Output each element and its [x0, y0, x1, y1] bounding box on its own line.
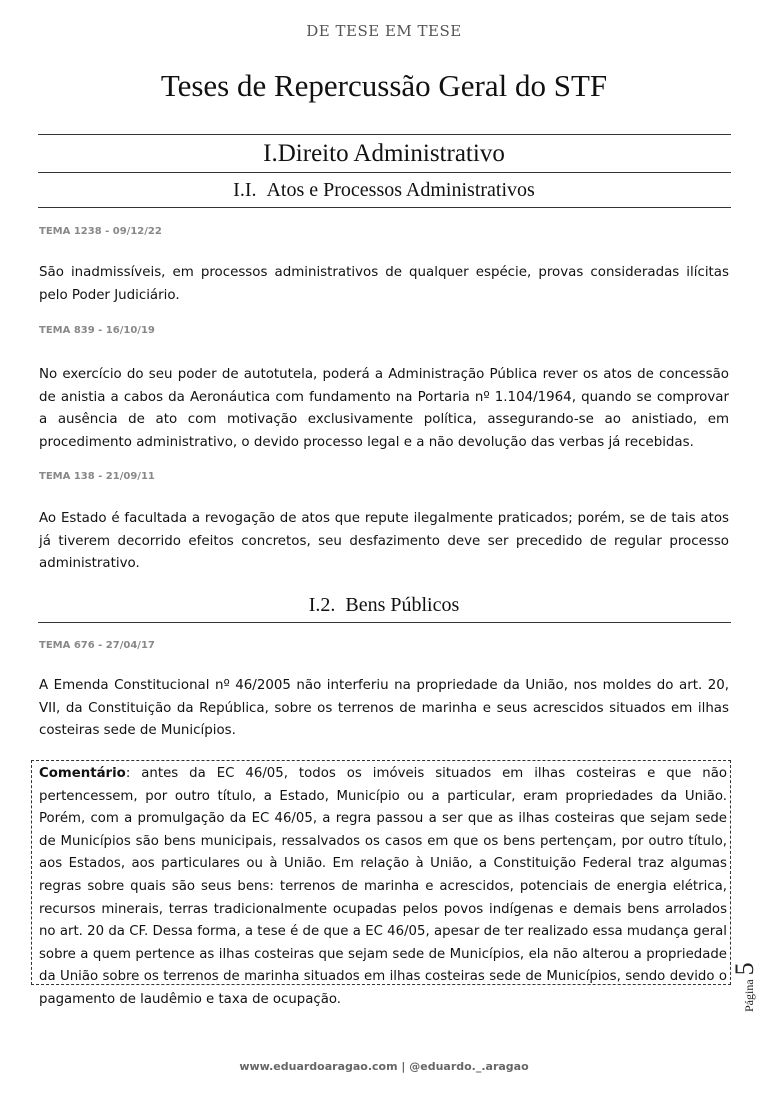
- tema-label: TEMA 676 - 27/04/17: [39, 640, 155, 651]
- subsection-title: Atos e Processos Administrativos: [266, 179, 535, 201]
- header-brand: DE TESE EM TESE: [306, 22, 462, 40]
- tema-text: No exercício do seu poder de autotutela, poderá a Administração Pública rever os atos de concessão de anistia a cabos da Aeronáutica com fundamento na Portaria nº 1.104/1964, quando se comprovar a ausência de ato com motivação exclusivamente política, assegurando-se ao anistiado, em procedimento administrativo, o devido processo legal e a não devolução das verbas já recebidas.: [39, 367, 729, 450]
- section-number: I.: [263, 140, 278, 167]
- footer-links: www.eduardoaragao.com | @eduardo._.aragao: [239, 1060, 529, 1073]
- page-label: Página: [742, 979, 756, 1012]
- tema-text: Ao Estado é facultada a revogação de atos que repute ilegalmente praticados; porém, se de tais atos já tiverem decorrido efeitos concretos, seu desfazimento deve ser precedido de regular processo administrativo.: [39, 511, 729, 571]
- comment-text: [39, 763, 727, 1012]
- tema-text: São inadmissíveis, em processos administrativos de qualquer espécie, provas consideradas ilícitas pelo Poder Judiciário.: [39, 265, 729, 303]
- divider: [38, 207, 731, 208]
- section-heading: [0, 140, 768, 168]
- section-title: Direito Administrativo: [277, 140, 505, 167]
- subsection-heading: [0, 179, 768, 202]
- comment-body: : antes da EC 46/05, todos os imóveis situados em ilhas costeiras e que não pertencessem, por outro título, a Estado, Município ou a particular, eram propriedades da União. Porém, com a promulgação da EC 46/05, a regra passou a ser que as ilhas costeiras que sejam sede de Municípios são bens municipais, ressalvados os casos em que os bens pertençam, por outro título, aos Estados, aos particulares ou à União. Em relação à União, a Constituição Federal traz algumas regras sobre quais são seus bens: terrenos de marinha e acrescidos, potenciais de energia elétrica, recursos minerais, terras tradicionalmente ocupadas pelos povos indígenas e demais bens arrolados no art. 20 da CF. Dessa forma, a tese é de que a EC 46/05, apesar de ter realizado essa mudança geral sobre a quem pertence as ilhas costeiras que sejam sede de Municípios, ela não alterou a propriedade da União sobre os terrenos de marinha situados em ilhas costeiras sede de Municípios, sendo devido o pagamento de laudêmio e taxa de ocupação.: [39, 766, 727, 1007]
- divider: [38, 622, 731, 623]
- divider: [38, 134, 731, 135]
- subsection-title: Bens Públicos: [345, 594, 460, 616]
- page-number-value: 5: [730, 962, 759, 976]
- page-title: Teses de Repercussão Geral do STF: [160, 68, 608, 103]
- page-number: [730, 952, 759, 1012]
- comment-label: Comentário: [39, 766, 126, 781]
- subsection-heading: [0, 594, 768, 617]
- tema-text: A Emenda Constitucional nº 46/2005 não interferiu na propriedade da União, nos moldes do art. 20, VII, da Constituição da República, sobre os terrenos de marinha e seus acrescidos situados em ilhas costeiras sede de Municípios.: [39, 678, 729, 738]
- tema-label: TEMA 138 - 21/09/11: [39, 471, 155, 482]
- divider: [38, 172, 731, 173]
- subsection-number: I.2.: [308, 594, 336, 616]
- subsection-number: I.I.: [233, 179, 257, 201]
- tema-label: TEMA 1238 - 09/12/22: [39, 226, 162, 237]
- tema-label: TEMA 839 - 16/10/19: [39, 325, 155, 336]
